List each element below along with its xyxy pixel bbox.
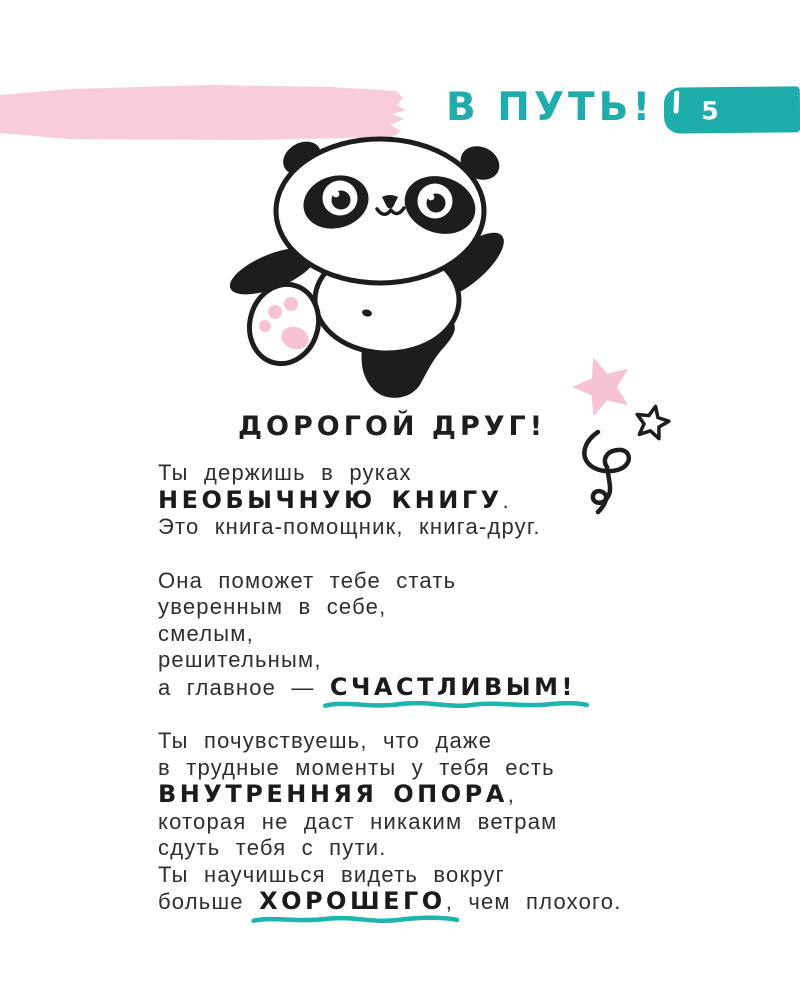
badge-brush-notch [673, 90, 679, 113]
page-number-badge [664, 86, 800, 133]
intro-period: . [502, 487, 510, 513]
support-comma: , [507, 782, 516, 807]
highlight-happy [330, 674, 576, 701]
support-line5: Ты научишься видеть вокруг [158, 861, 505, 887]
highlight-unusual-book: НЕОБЫЧНУЮ КНИГУ [158, 485, 503, 514]
support-line6-prefix: больше [158, 889, 260, 914]
promise-line5-prefix: а главное — [158, 674, 330, 700]
highlight-good [259, 888, 446, 915]
support-line2: в трудные моменты у тебя есть [158, 754, 555, 780]
highlight-good-text: ХОРОШЕГО [259, 887, 446, 915]
teal-wavy-underline [251, 913, 460, 925]
paragraph-intro [158, 460, 678, 541]
promise-line1: Она поможет тебе стать [158, 567, 457, 593]
intro-line1: Ты держишь в руках [158, 460, 412, 485]
chapter-header: В ПУТЬ! [446, 85, 655, 130]
support-line6-suffix: , чем плохого. [445, 889, 622, 914]
pink-star-icon [565, 350, 638, 420]
highlight-happy-text: СЧАСТЛИВЫМ! [329, 672, 576, 701]
panda-illustration [205, 132, 525, 402]
promise-line4: решительным, [158, 647, 322, 672]
support-line1: Ты почувствуешь, что даже [158, 728, 493, 753]
promise-line2: уверенным в себе, [158, 594, 387, 619]
highlight-inner-support: ВНУТРЕННЯЯ ОПОРА [158, 780, 508, 808]
paragraph-support [158, 728, 678, 916]
support-line3: которая не даст никаким ветрам [158, 808, 558, 834]
support-line4: сдуть тебя с пути. [158, 835, 387, 860]
paragraph-promise [158, 568, 678, 702]
teal-wavy-underline [322, 698, 590, 710]
promise-line3: смелым, [158, 620, 254, 646]
page-number: 5 [701, 95, 719, 125]
intro-line2: Это книга-помощник, книга-друг. [158, 514, 541, 539]
outline-star-icon [633, 403, 671, 440]
page-title: ДОРОГОЙ ДРУГ! [238, 411, 547, 442]
body-text [158, 460, 678, 943]
